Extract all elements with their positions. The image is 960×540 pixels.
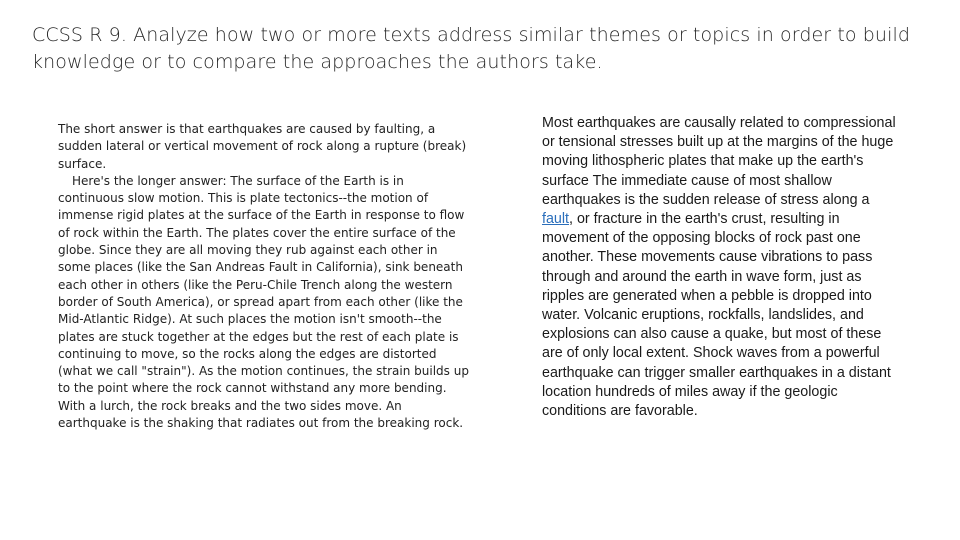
right-text-end: , or fracture in the earth's crust, resulting in movement of the opposing blocks of rock past one another. These movements cause vibrations to pass through and around the earth in wave form, just as ripples are generated when a pebble is dropped into water. Volcanic eruptions, rockfalls, landslides, and explosions can also cause a quake, but most of these are of only local extent. Shock waves from a powerful earthquake can trigger smaller earthquakes in a distant location hundreds of miles away if the geologic conditions are favorable. <box>542 211 891 420</box>
right-text-passage <box>542 114 900 421</box>
fault-link[interactable]: fault <box>542 211 570 228</box>
right-paragraph <box>542 114 900 421</box>
left-text-passage <box>58 121 470 432</box>
right-text-start: Most earthquakes are causally related to compressional or tensional stresses built up at the margins of the huge moving lithospheric plates that make up the earth's surface The immediate cause of most shallow earthquakes is the sudden release of stress along a <box>542 115 896 208</box>
left-paragraph-short-answer: The short answer is that earthquakes are caused by faulting, a sudden lateral or vertical movement of rock along a rupture (break) surface. <box>58 122 467 171</box>
slide-title: CCSS R 9. Analyze how two or more texts address similar themes or topics in order to build knowledge or to compare the approaches the authors take. <box>32 24 910 73</box>
left-paragraph-longer-answer: Here's the longer answer: The surface of the Earth is in continuous slow motion. This is plate tectonics--the motion of immense rigid plates at the surface of the Earth in response to flow of rock within the Earth. The plates cover the entire surface of the globe. Since they are all moving they rub against each other in some places (like the San Andreas Fault in California), sink beneath each other in others (like the Peru-Chile Trench along the western border of South America), or spread apart from each other (like the Mid-Atlantic Ridge). At such places the motion isn't smooth--the plates are stuck together at the edges but the rest of each plate is continuing to move, so the rocks along the edges are distorted (what we call "strain"). As the motion continues, the strain builds up to the point where the rock cannot withstand any more bending. With a lurch, the rock breaks and the two sides move. An earthquake is the shaking that radiates out from the breaking rock. <box>58 173 469 431</box>
